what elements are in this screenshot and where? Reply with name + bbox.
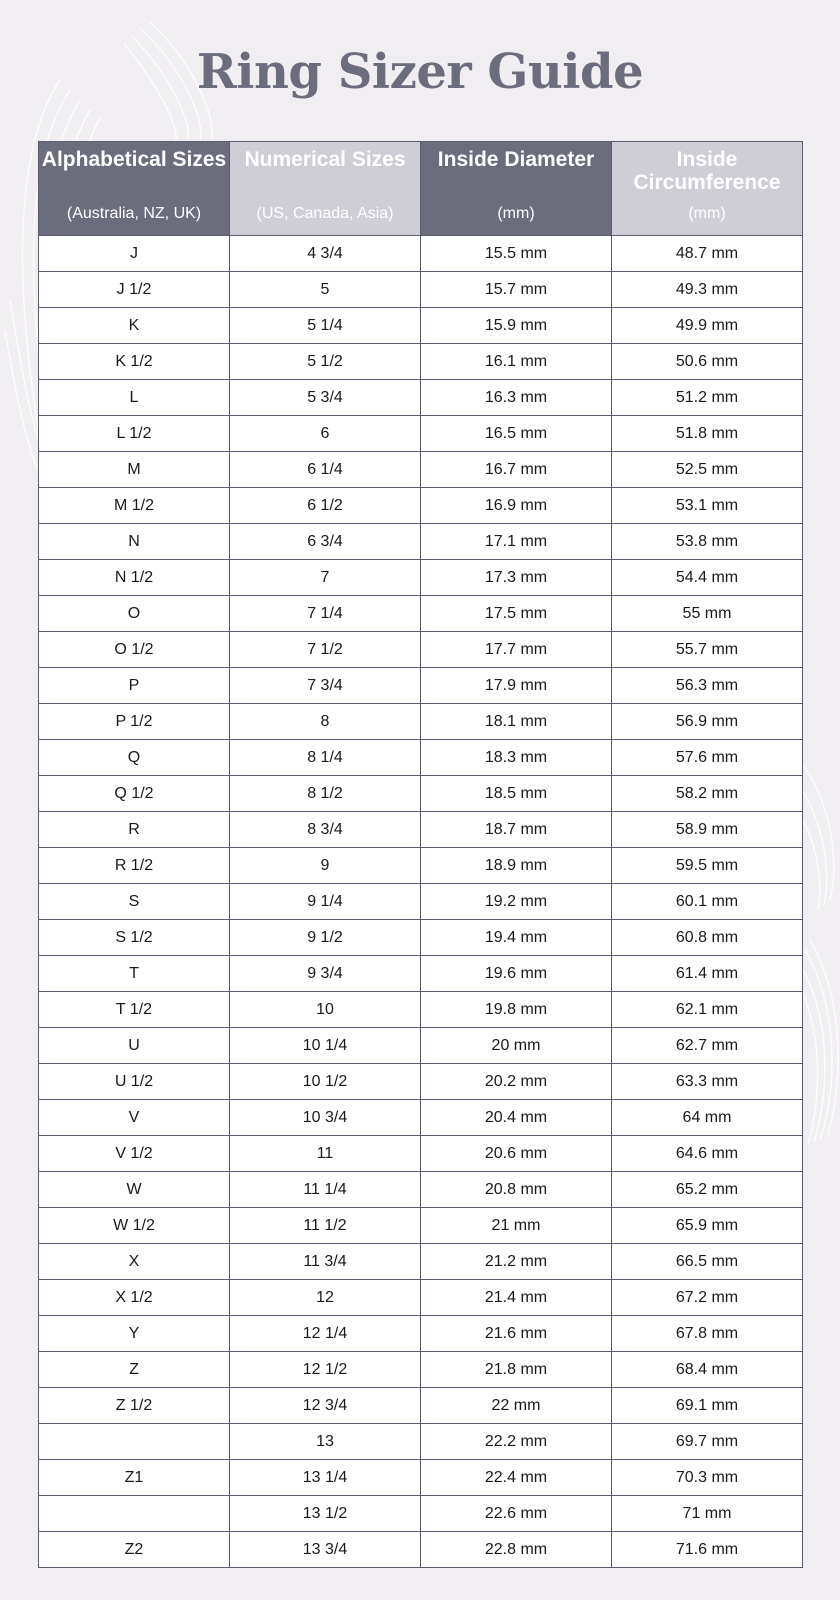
inside-circumference-cell: 53.8 mm: [612, 524, 803, 560]
alphabetical-size-cell: O 1/2: [39, 632, 230, 668]
inside-circumference-cell: 62.7 mm: [612, 1028, 803, 1064]
table-row: [39, 416, 803, 452]
table-row: [39, 1352, 803, 1388]
alphabetical-size-cell: J: [39, 236, 230, 272]
alphabetical-size-cell: P: [39, 668, 230, 704]
alphabetical-size-cell: K 1/2: [39, 344, 230, 380]
inside-circumference-cell: 60.8 mm: [612, 920, 803, 956]
numerical-size-cell: 11: [230, 1136, 421, 1172]
inside-circumference-cell: 48.7 mm: [612, 236, 803, 272]
table-row: [39, 524, 803, 560]
alphabetical-size-cell: W: [39, 1172, 230, 1208]
inside-circumference-cell: 54.4 mm: [612, 560, 803, 596]
alphabetical-size-cell: R: [39, 812, 230, 848]
inside-circumference-cell: 58.9 mm: [612, 812, 803, 848]
alphabetical-size-cell: N: [39, 524, 230, 560]
inside-diameter-cell: 15.9 mm: [421, 308, 612, 344]
numerical-size-cell: 12 1/4: [230, 1316, 421, 1352]
inside-diameter-cell: 17.9 mm: [421, 668, 612, 704]
numerical-size-cell: 7 3/4: [230, 668, 421, 704]
table-row: [39, 1064, 803, 1100]
alphabetical-size-cell: Q: [39, 740, 230, 776]
inside-circumference-cell: 51.2 mm: [612, 380, 803, 416]
numerical-size-cell: 5: [230, 272, 421, 308]
table-row: [39, 452, 803, 488]
inside-circumference-cell: 51.8 mm: [612, 416, 803, 452]
header-subtitle: (US, Canada, Asia): [256, 205, 394, 222]
alphabetical-size-cell: L 1/2: [39, 416, 230, 452]
inside-circumference-cell: 58.2 mm: [612, 776, 803, 812]
numerical-size-cell: 4 3/4: [230, 236, 421, 272]
inside-diameter-cell: 22.4 mm: [421, 1460, 612, 1496]
numerical-size-cell: 8 1/4: [230, 740, 421, 776]
table-row: [39, 344, 803, 380]
table-row: [39, 812, 803, 848]
table-row: [39, 596, 803, 632]
alphabetical-size-cell: Q 1/2: [39, 776, 230, 812]
table-body: [39, 236, 803, 1568]
table-row: [39, 1244, 803, 1280]
numerical-size-cell: 13 3/4: [230, 1532, 421, 1568]
numerical-size-cell: 9 1/2: [230, 920, 421, 956]
table-row: [39, 848, 803, 884]
table-row: [39, 1208, 803, 1244]
inside-circumference-cell: 53.1 mm: [612, 488, 803, 524]
inside-circumference-cell: 55.7 mm: [612, 632, 803, 668]
inside-circumference-cell: 71.6 mm: [612, 1532, 803, 1568]
table-row: [39, 1028, 803, 1064]
alphabetical-size-cell: L: [39, 380, 230, 416]
header-inside-circumference: [612, 142, 803, 236]
numerical-size-cell: 6 3/4: [230, 524, 421, 560]
inside-circumference-cell: 49.9 mm: [612, 308, 803, 344]
table-row: [39, 1532, 803, 1568]
header-numerical-sizes: [230, 142, 421, 236]
numerical-size-cell: 13: [230, 1424, 421, 1460]
table-header-row: [39, 142, 803, 236]
inside-circumference-cell: 65.2 mm: [612, 1172, 803, 1208]
table-row: [39, 920, 803, 956]
header-subtitle: (mm): [497, 205, 535, 222]
inside-circumference-cell: 57.6 mm: [612, 740, 803, 776]
inside-diameter-cell: 16.9 mm: [421, 488, 612, 524]
alphabetical-size-cell: Z 1/2: [39, 1388, 230, 1424]
header-title: Numerical Sizes: [244, 148, 406, 171]
numerical-size-cell: 8 3/4: [230, 812, 421, 848]
inside-circumference-cell: 66.5 mm: [612, 1244, 803, 1280]
inside-diameter-cell: 17.5 mm: [421, 596, 612, 632]
inside-diameter-cell: 18.3 mm: [421, 740, 612, 776]
inside-diameter-cell: 21.8 mm: [421, 1352, 612, 1388]
numerical-size-cell: 12 3/4: [230, 1388, 421, 1424]
inside-diameter-cell: 17.1 mm: [421, 524, 612, 560]
inside-diameter-cell: 16.3 mm: [421, 380, 612, 416]
table-row: [39, 668, 803, 704]
alphabetical-size-cell: Y: [39, 1316, 230, 1352]
page-title: Ring Sizer Guide: [196, 44, 644, 100]
alphabetical-size-cell: X: [39, 1244, 230, 1280]
table-row: [39, 1172, 803, 1208]
alphabetical-size-cell: T 1/2: [39, 992, 230, 1028]
header-title: Inside Circumference: [633, 148, 781, 194]
alphabetical-size-cell: S: [39, 884, 230, 920]
inside-circumference-cell: 50.6 mm: [612, 344, 803, 380]
inside-circumference-cell: 69.7 mm: [612, 1424, 803, 1460]
alphabetical-size-cell: R 1/2: [39, 848, 230, 884]
table-row: [39, 704, 803, 740]
header-subtitle: (Australia, NZ, UK): [66, 205, 202, 222]
header-subtitle: (mm): [688, 205, 726, 222]
inside-diameter-cell: 19.4 mm: [421, 920, 612, 956]
inside-diameter-cell: 19.2 mm: [421, 884, 612, 920]
alphabetical-size-cell: M 1/2: [39, 488, 230, 524]
inside-diameter-cell: 20.8 mm: [421, 1172, 612, 1208]
inside-diameter-cell: 21.4 mm: [421, 1280, 612, 1316]
inside-circumference-cell: 62.1 mm: [612, 992, 803, 1028]
table-row: [39, 236, 803, 272]
alphabetical-size-cell: [39, 1496, 230, 1532]
numerical-size-cell: 9: [230, 848, 421, 884]
header-title: Inside Diameter: [437, 148, 595, 171]
table-row: [39, 272, 803, 308]
table-row: [39, 956, 803, 992]
numerical-size-cell: 10 1/2: [230, 1064, 421, 1100]
inside-circumference-cell: 55 mm: [612, 596, 803, 632]
table-row: [39, 1496, 803, 1532]
inside-diameter-cell: 20 mm: [421, 1028, 612, 1064]
numerical-size-cell: 12 1/2: [230, 1352, 421, 1388]
numerical-size-cell: 8 1/2: [230, 776, 421, 812]
numerical-size-cell: 10: [230, 992, 421, 1028]
header-inside-diameter: [421, 142, 612, 236]
alphabetical-size-cell: S 1/2: [39, 920, 230, 956]
alphabetical-size-cell: T: [39, 956, 230, 992]
numerical-size-cell: 8: [230, 704, 421, 740]
alphabetical-size-cell: Z1: [39, 1460, 230, 1496]
table-row: [39, 1136, 803, 1172]
inside-diameter-cell: 16.1 mm: [421, 344, 612, 380]
inside-diameter-cell: 16.7 mm: [421, 452, 612, 488]
alphabetical-size-cell: U 1/2: [39, 1064, 230, 1100]
numerical-size-cell: 13 1/2: [230, 1496, 421, 1532]
alphabetical-size-cell: Z2: [39, 1532, 230, 1568]
table-row: [39, 1280, 803, 1316]
inside-circumference-cell: 52.5 mm: [612, 452, 803, 488]
numerical-size-cell: 10 3/4: [230, 1100, 421, 1136]
inside-circumference-cell: 65.9 mm: [612, 1208, 803, 1244]
inside-diameter-cell: 17.3 mm: [421, 560, 612, 596]
inside-diameter-cell: 19.6 mm: [421, 956, 612, 992]
numerical-size-cell: 9 3/4: [230, 956, 421, 992]
inside-circumference-cell: 67.2 mm: [612, 1280, 803, 1316]
numerical-size-cell: 5 3/4: [230, 380, 421, 416]
inside-diameter-cell: 18.1 mm: [421, 704, 612, 740]
inside-diameter-cell: 20.2 mm: [421, 1064, 612, 1100]
alphabetical-size-cell: N 1/2: [39, 560, 230, 596]
inside-diameter-cell: 22 mm: [421, 1388, 612, 1424]
table-row: [39, 884, 803, 920]
inside-circumference-cell: 56.9 mm: [612, 704, 803, 740]
table-row: [39, 1424, 803, 1460]
header-title: Alphabetical Sizes: [41, 148, 227, 171]
numerical-size-cell: 5 1/2: [230, 344, 421, 380]
numerical-size-cell: 11 1/4: [230, 1172, 421, 1208]
inside-diameter-cell: 21.6 mm: [421, 1316, 612, 1352]
table-row: [39, 776, 803, 812]
inside-circumference-cell: 67.8 mm: [612, 1316, 803, 1352]
inside-diameter-cell: 15.5 mm: [421, 236, 612, 272]
alphabetical-size-cell: U: [39, 1028, 230, 1064]
inside-diameter-cell: 21 mm: [421, 1208, 612, 1244]
numerical-size-cell: 9 1/4: [230, 884, 421, 920]
table-row: [39, 560, 803, 596]
inside-diameter-cell: 15.7 mm: [421, 272, 612, 308]
table-row: [39, 1388, 803, 1424]
alphabetical-size-cell: X 1/2: [39, 1280, 230, 1316]
inside-diameter-cell: 21.2 mm: [421, 1244, 612, 1280]
inside-diameter-cell: 22.6 mm: [421, 1496, 612, 1532]
inside-diameter-cell: 19.8 mm: [421, 992, 612, 1028]
numerical-size-cell: 7: [230, 560, 421, 596]
inside-circumference-cell: 63.3 mm: [612, 1064, 803, 1100]
table-row: [39, 1316, 803, 1352]
alphabetical-size-cell: K: [39, 308, 230, 344]
inside-circumference-cell: 61.4 mm: [612, 956, 803, 992]
inside-circumference-cell: 69.1 mm: [612, 1388, 803, 1424]
table-row: [39, 632, 803, 668]
inside-circumference-cell: 56.3 mm: [612, 668, 803, 704]
inside-circumference-cell: 68.4 mm: [612, 1352, 803, 1388]
inside-diameter-cell: 22.8 mm: [421, 1532, 612, 1568]
inside-diameter-cell: 20.4 mm: [421, 1100, 612, 1136]
alphabetical-size-cell: J 1/2: [39, 272, 230, 308]
inside-circumference-cell: 64.6 mm: [612, 1136, 803, 1172]
header-alphabetical-sizes: [39, 142, 230, 236]
inside-circumference-cell: 59.5 mm: [612, 848, 803, 884]
numerical-size-cell: 11 1/2: [230, 1208, 421, 1244]
inside-circumference-cell: 70.3 mm: [612, 1460, 803, 1496]
alphabetical-size-cell: Z: [39, 1352, 230, 1388]
inside-diameter-cell: 18.7 mm: [421, 812, 612, 848]
table-row: [39, 992, 803, 1028]
numerical-size-cell: 6 1/4: [230, 452, 421, 488]
inside-circumference-cell: 60.1 mm: [612, 884, 803, 920]
numerical-size-cell: 7 1/4: [230, 596, 421, 632]
inside-diameter-cell: 17.7 mm: [421, 632, 612, 668]
alphabetical-size-cell: [39, 1424, 230, 1460]
alphabetical-size-cell: P 1/2: [39, 704, 230, 740]
inside-diameter-cell: 16.5 mm: [421, 416, 612, 452]
numerical-size-cell: 12: [230, 1280, 421, 1316]
alphabetical-size-cell: M: [39, 452, 230, 488]
numerical-size-cell: 6 1/2: [230, 488, 421, 524]
inside-circumference-cell: 49.3 mm: [612, 272, 803, 308]
ring-size-table: [38, 141, 803, 1568]
numerical-size-cell: 7 1/2: [230, 632, 421, 668]
table-row: [39, 1100, 803, 1136]
numerical-size-cell: 6: [230, 416, 421, 452]
numerical-size-cell: 11 3/4: [230, 1244, 421, 1280]
table-row: [39, 308, 803, 344]
alphabetical-size-cell: V 1/2: [39, 1136, 230, 1172]
table-row: [39, 740, 803, 776]
table-row: [39, 1460, 803, 1496]
inside-diameter-cell: 22.2 mm: [421, 1424, 612, 1460]
numerical-size-cell: 13 1/4: [230, 1460, 421, 1496]
inside-diameter-cell: 18.9 mm: [421, 848, 612, 884]
numerical-size-cell: 5 1/4: [230, 308, 421, 344]
inside-diameter-cell: 18.5 mm: [421, 776, 612, 812]
inside-circumference-cell: 71 mm: [612, 1496, 803, 1532]
table-row: [39, 380, 803, 416]
alphabetical-size-cell: O: [39, 596, 230, 632]
table-row: [39, 488, 803, 524]
alphabetical-size-cell: V: [39, 1100, 230, 1136]
numerical-size-cell: 10 1/4: [230, 1028, 421, 1064]
inside-diameter-cell: 20.6 mm: [421, 1136, 612, 1172]
alphabetical-size-cell: W 1/2: [39, 1208, 230, 1244]
inside-circumference-cell: 64 mm: [612, 1100, 803, 1136]
